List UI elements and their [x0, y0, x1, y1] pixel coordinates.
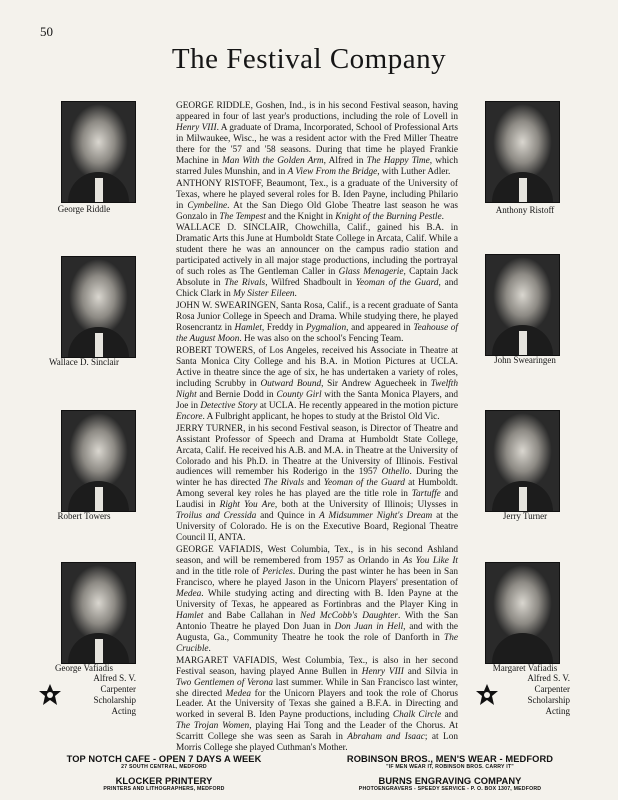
bio-text: JERRY TURNER, in his second Festival season, is Director of Theatre and Assistant Professor of Speech and Drama at Humboldt State College, Arcata, Calif. He received his A.B. and M.A. in Theatre at the University of Colorado and his Ph.D. in Theatre at the University of Illinois. Festival audiences will remember his Roderigo in the 1957 — [176, 423, 459, 478]
play-title: A View From the Bridge — [287, 166, 378, 177]
play-title: Henry VIII — [176, 122, 217, 133]
bio-text: , with Luther Adler. — [377, 166, 451, 177]
bio-anthony-ristoff — [176, 179, 458, 223]
bio-text: . He was also on the school's Fencing Team. — [239, 334, 404, 345]
play-title: Medea — [176, 588, 202, 599]
scholarship-line: Acting — [545, 706, 570, 716]
play-title: Yeoman of the Guard — [323, 478, 405, 489]
ad-burns-engraving: BURNS ENGRAVING COMPANY — [378, 776, 522, 786]
bio-text: GEORGE RIDDLE, Goshen, Ind., is in his second Festival season, having appeared in four of last year's productions, including the role of Lovell in — [176, 101, 458, 122]
caption-margaret-vafiadis: Margaret Vafiadis — [492, 663, 558, 673]
ad-robinson-bros-tagline: "IF MEN WEAR IT, ROBINSON BROS. CARRY IT" — [386, 764, 514, 770]
bio-text: and Quince in — [256, 511, 320, 522]
bio-text: and — [441, 710, 458, 721]
play-title: The Trojan Women — [176, 721, 250, 732]
play-title: Hamlet — [176, 610, 204, 621]
play-title: Encore — [176, 411, 203, 422]
play-title: Right You Are — [219, 500, 275, 511]
bio-text: at UCLA. He recently appeared in the motion picture — [257, 400, 459, 411]
bio-text: ROBERT TOWERS, of Los Angeles, received his Associate in Theatre at Santa Monica City College and his B.A. in Motion Pictures at UCLA. Active in theatre since the age of six, he has undertaken a variety of roles, including Scrubby in — [176, 345, 458, 389]
ad-left-column — [44, 754, 284, 798]
play-title: The Happy Time — [366, 155, 430, 166]
scholarship-emblem-icon — [37, 682, 63, 708]
play-title: Outward Bound — [260, 378, 322, 389]
play-title: Medea — [225, 688, 251, 699]
scholarship-line: Carpenter — [534, 684, 570, 694]
john-swearingen-photo — [485, 254, 560, 356]
ad-top-notch-cafe: TOP NOTCH CAFE - OPEN 7 DAYS A WEEK — [66, 754, 262, 764]
robert-towers-photo — [61, 410, 136, 512]
scholarship-line: Scholarship — [527, 695, 570, 705]
caption-wallace-sinclair: Wallace D. Sinclair — [49, 357, 119, 367]
bio-text: , which starred Jules Munshin, and in — [176, 155, 459, 177]
play-title: As You Like It — [403, 556, 458, 567]
scholarship-line: Alfred S. V. — [93, 673, 136, 683]
play-title: Don Juan in Hell — [334, 621, 404, 632]
ad-klocker-printery: KLOCKER PRINTERY — [115, 776, 213, 786]
scholarship-note-right — [496, 673, 570, 717]
ad-top-notch-cafe-address: 27 SOUTH CENTRAL, MEDFORD — [121, 764, 207, 770]
play-title: The Rivals — [224, 278, 266, 289]
margaret-vafiadis-photo — [485, 562, 560, 664]
caption-robert-towers: Robert Towers — [57, 511, 111, 521]
bio-text: . At the San Diego Old Globe Theatre last season he was Gonzalo in — [176, 200, 458, 222]
bio-wallace-sinclair — [176, 223, 458, 300]
bio-text: , Wilfred Shadboult in — [265, 278, 356, 289]
play-title: A Midsummer Night's Dream — [319, 511, 433, 522]
scholarship-emblem-icon — [474, 682, 500, 708]
scholarship-note-left — [60, 673, 136, 717]
wallace-sinclair-photo — [61, 256, 136, 358]
bio-text: , Captain Jack Absolute in — [176, 267, 458, 289]
page-title: The Festival Company — [171, 43, 447, 75]
bio-text: . — [294, 289, 297, 300]
bio-text: and — [303, 478, 324, 489]
scholarship-line: Acting — [111, 706, 136, 716]
play-title: Abraham and Isaac — [347, 732, 425, 743]
bio-text: and Laudisi in — [176, 489, 459, 511]
bio-text: and Silvia in — [403, 666, 458, 677]
play-title: Detective Story — [200, 400, 258, 411]
bio-text: . With the San Antonio Theatre he played Don Juan in — [176, 610, 458, 632]
scholarship-line: Alfred S. V. — [527, 673, 570, 683]
bio-text: , Sir Andrew Aguecheek in — [321, 378, 431, 389]
bio-text: ANTHONY RISTOFF, Beaumont, Tex., is a graduate of the University of Texas, where he played several roles for B. Iden Payne, including Philario in — [176, 178, 458, 211]
bio-text: . While studying acting and directing with B. Iden Payne at the University of Texas, he appeared as Fortinbras and the Player King in — [176, 588, 458, 610]
bio-text: at the University of Colorado. He is on the Executive Board, Regional Theatre Council II, ANTA. — [176, 511, 458, 544]
bio-margaret-vafiadis — [176, 656, 458, 755]
bio-text: MARGARET VAFIADIS, West Columbia, Tex., is also in her second Festival season, having played Anne Bullen in — [176, 655, 458, 677]
bio-text: , and Chick Clark in — [176, 278, 459, 300]
caption-jerry-turner: Jerry Turner — [502, 511, 548, 521]
play-title: County Girl — [276, 389, 322, 400]
play-title: Twelfth Night — [176, 378, 458, 400]
caption-anthony-ristoff: Anthony Ristoff — [495, 205, 555, 215]
bio-text: and in the title role of — [176, 567, 263, 578]
bio-text: . — [208, 643, 211, 654]
play-title: Ned McCobb's Daughter — [300, 610, 398, 621]
bio-text: , both at the University of Illinois; Ulysses in — [274, 500, 458, 511]
scholarship-line: Scholarship — [93, 695, 136, 705]
play-title: The Crucible — [176, 632, 458, 654]
bio-text: and Babe Callahan in — [203, 610, 301, 621]
bio-text: . During the winter he has directed — [176, 467, 459, 489]
play-title: Othello — [381, 467, 410, 478]
play-title: Pericles — [262, 567, 293, 578]
biographies-column — [176, 101, 458, 755]
bio-george-vafiadis — [176, 545, 458, 655]
anthony-ristoff-photo — [485, 101, 560, 203]
ad-klocker-printery-tagline: PRINTERS AND LITHOGRAPHERS, MEDFORD — [103, 786, 225, 792]
bio-text: at Humboldt. Among several key roles he has played are the title role in — [176, 478, 459, 500]
bio-robert-towers — [176, 346, 458, 423]
bio-text: with the Santa Monica Players, and Joe in — [176, 389, 458, 411]
scholarship-line: Carpenter — [100, 684, 136, 694]
caption-john-swearingen: John Swearingen — [494, 355, 556, 365]
caption-george-riddle: George Riddle — [57, 204, 111, 214]
bio-text: . A graduate of Drama, Incorporated, School of Professional Arts in Milwaukee, Wisc., he was a resident actor with the Fred Miller Theatre there for the '57 and '58 seasons. During that time he played Frankie Machine in — [176, 122, 458, 166]
play-title: Man With the Golden Arm — [222, 155, 324, 166]
bio-text: and Bernie Dodd in — [196, 389, 277, 400]
bio-text: , and with the Augusta, Ga., Community Theatre he took the role of Danforth in — [176, 621, 458, 643]
play-title: Teahouse of the August Moon — [176, 323, 458, 345]
bio-text: . During the past winter he has been in San Francisco, where he played Jason in the Unicorn Players' presentation of — [176, 567, 458, 588]
jerry-turner-photo — [485, 410, 560, 512]
play-title: Cymbeline — [187, 200, 228, 211]
ad-right-column — [320, 754, 580, 798]
play-title: The Rivals — [263, 478, 304, 489]
page-number: 50 — [40, 24, 53, 39]
play-title: Knight of the Burning Pestle — [335, 211, 442, 222]
play-title: Pygmalion — [305, 323, 347, 334]
george-vafiadis-photo — [61, 562, 136, 664]
bio-text: last summer. While in San Francisco last winter, she directed — [176, 677, 459, 699]
play-title: Troilus and Cressida — [176, 511, 257, 522]
bio-text: . — [441, 211, 444, 222]
play-title: Two Gentlemen of Verona — [176, 677, 274, 688]
bio-text: and the Knight in — [265, 211, 336, 222]
bio-text: for the Unicorn Players and took the role of Chorus Leader. At the University of Texas she gained a B.F.A. in Directing and worked in several B. Iden Payne productions, including — [176, 688, 458, 721]
play-title: Tartuffe — [411, 489, 441, 500]
ad-burns-engraving-tagline: PHOTOENGRAVERS - SPEEDY SERVICE - P. O. BOX 1307, MEDFORD — [358, 786, 542, 792]
bio-text: . A Fulbright applicant, he hopes to study at the Bristol Old Vic. — [202, 411, 440, 422]
play-title: The Tempest — [219, 211, 266, 222]
play-title: Glass Menagerie — [338, 267, 404, 278]
bio-text: , playing Hai Tong and the Leader of the Chorus. At Scarritt College she was seen as Sarah in — [176, 721, 458, 743]
bio-george-riddle — [176, 101, 458, 178]
george-riddle-photo — [61, 101, 136, 203]
bio-text: GEORGE VAFIADIS, West Columbia, Tex., is in his second Ashland season, and will be remembered from 1957 as Orlando in — [176, 545, 458, 567]
caption-george-vafiadis: George Vafiadis — [55, 663, 113, 673]
bio-text: WALLACE D. SINCLAIR, Chowchilla, Calif., gained his B.A. in Dramatic Arts this June at Humboldt State College in Arcata, Calif. While a student there he was an announcer on the campus radio station and participated actively in all major stage productions, including the portrayal of such roles as The Gentleman Caller in — [176, 223, 458, 278]
bio-jerry-turner — [176, 424, 458, 544]
play-title: Henry VIII — [361, 666, 404, 677]
play-title: Chalk Circle — [392, 710, 442, 721]
bio-text: , Alfred in — [323, 155, 367, 166]
ad-robinson-bros: ROBINSON BROS., MEN'S WEAR - MEDFORD — [346, 754, 554, 764]
bio-text: JOHN W. SWEARINGEN, Santa Rosa, Calif., is a recent graduate of Santa Rosa Junior College in Speech and Drama. While studying there, he played Rosencrantz in — [176, 301, 458, 334]
play-title: My Sister Eileen — [233, 289, 295, 300]
play-title: Yeoman of the Guard — [355, 278, 439, 289]
play-title: Hamlet — [234, 323, 262, 334]
bio-text: , Freddy in — [261, 323, 306, 334]
bio-text: , and appeared in — [346, 323, 414, 334]
bio-john-swearingen — [176, 301, 458, 345]
bio-text: ; at Lon Morris College she played Cuthman's Mother. — [176, 732, 459, 754]
